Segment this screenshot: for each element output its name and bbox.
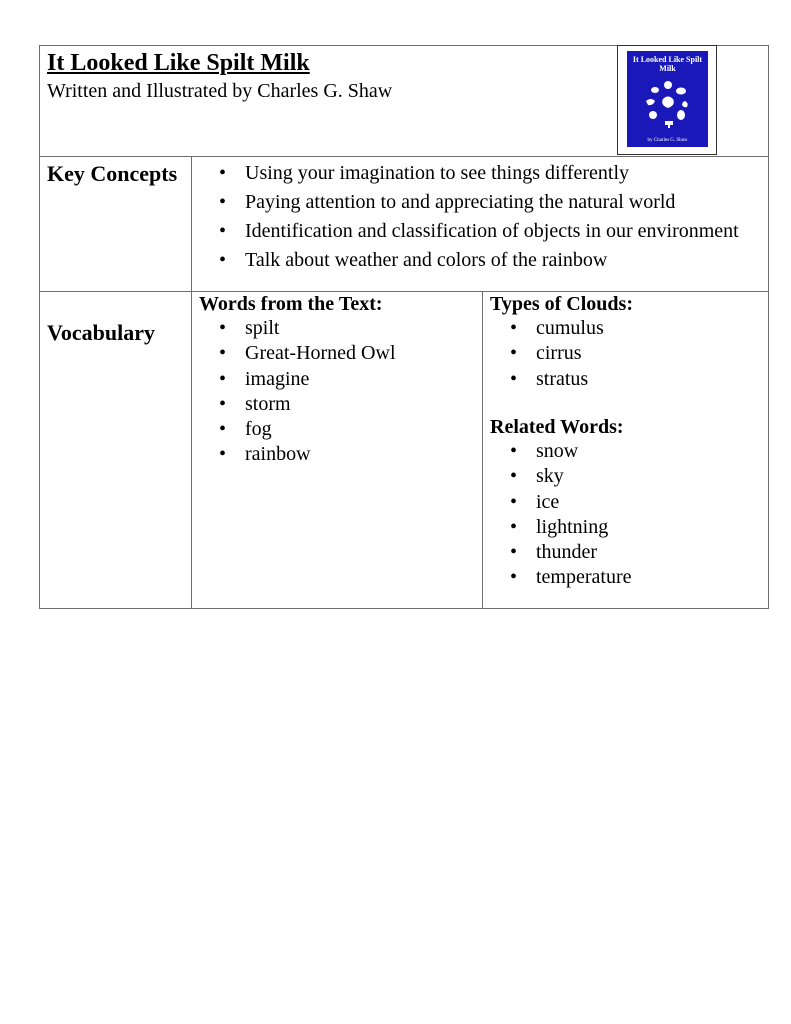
list-item: • thunder bbox=[483, 540, 768, 565]
list-item: • snow bbox=[483, 439, 768, 464]
list-item: • fog bbox=[192, 417, 482, 442]
list-item: • Using your imagination to see things differently bbox=[192, 159, 768, 188]
header-row bbox=[40, 46, 768, 157]
book-title: It Looked Like Spilt Milk bbox=[47, 50, 310, 76]
cover-author: by Charles G. Shaw bbox=[647, 138, 688, 143]
list-item: • Identification and classification of objects in our environment bbox=[192, 217, 768, 246]
list-item: • Paying attention to and appreciating the natural world bbox=[192, 188, 768, 217]
book-cover-image bbox=[627, 51, 708, 147]
related-words-list bbox=[483, 439, 768, 591]
list-item: • rainbow bbox=[192, 442, 482, 467]
list-item: • stratus bbox=[483, 367, 768, 392]
list-item: • spilt bbox=[192, 316, 482, 341]
key-concepts-label: Key Concepts bbox=[47, 161, 178, 186]
list-item: • imagine bbox=[192, 367, 482, 392]
types-of-clouds-heading: Types of Clouds: bbox=[490, 293, 633, 315]
cloud-types-cell bbox=[483, 292, 768, 608]
book-byline: Written and Illustrated by Charles G. Shaw bbox=[47, 80, 393, 102]
cover-title: It Looked Like Spilt Milk bbox=[632, 55, 703, 73]
types-of-clouds-list bbox=[483, 316, 768, 392]
list-item: • sky bbox=[483, 464, 768, 489]
words-from-text-list bbox=[192, 316, 482, 468]
words-from-text-cell bbox=[192, 292, 483, 608]
key-concepts-row bbox=[40, 157, 768, 292]
vocabulary-row bbox=[40, 292, 768, 608]
lesson-table bbox=[39, 45, 769, 609]
list-item: • temperature bbox=[483, 565, 768, 590]
list-item: • Talk about weather and colors of the rainbow bbox=[192, 246, 768, 275]
book-cover-frame bbox=[617, 45, 717, 155]
list-item: • ice bbox=[483, 490, 768, 515]
key-concepts-list bbox=[192, 159, 768, 275]
words-from-text-heading: Words from the Text: bbox=[199, 293, 383, 315]
list-item: • storm bbox=[192, 392, 482, 417]
list-item: • Great-Horned Owl bbox=[192, 341, 482, 366]
list-item: • cumulus bbox=[483, 316, 768, 341]
list-item: • lightning bbox=[483, 515, 768, 540]
related-words-heading: Related Words: bbox=[490, 416, 624, 438]
cloud-shapes-icon bbox=[643, 79, 693, 129]
vocabulary-label-cell bbox=[40, 292, 192, 608]
key-concepts-label-cell bbox=[40, 157, 192, 291]
vocabulary-label: Vocabulary bbox=[47, 320, 155, 345]
list-item: • cirrus bbox=[483, 341, 768, 366]
